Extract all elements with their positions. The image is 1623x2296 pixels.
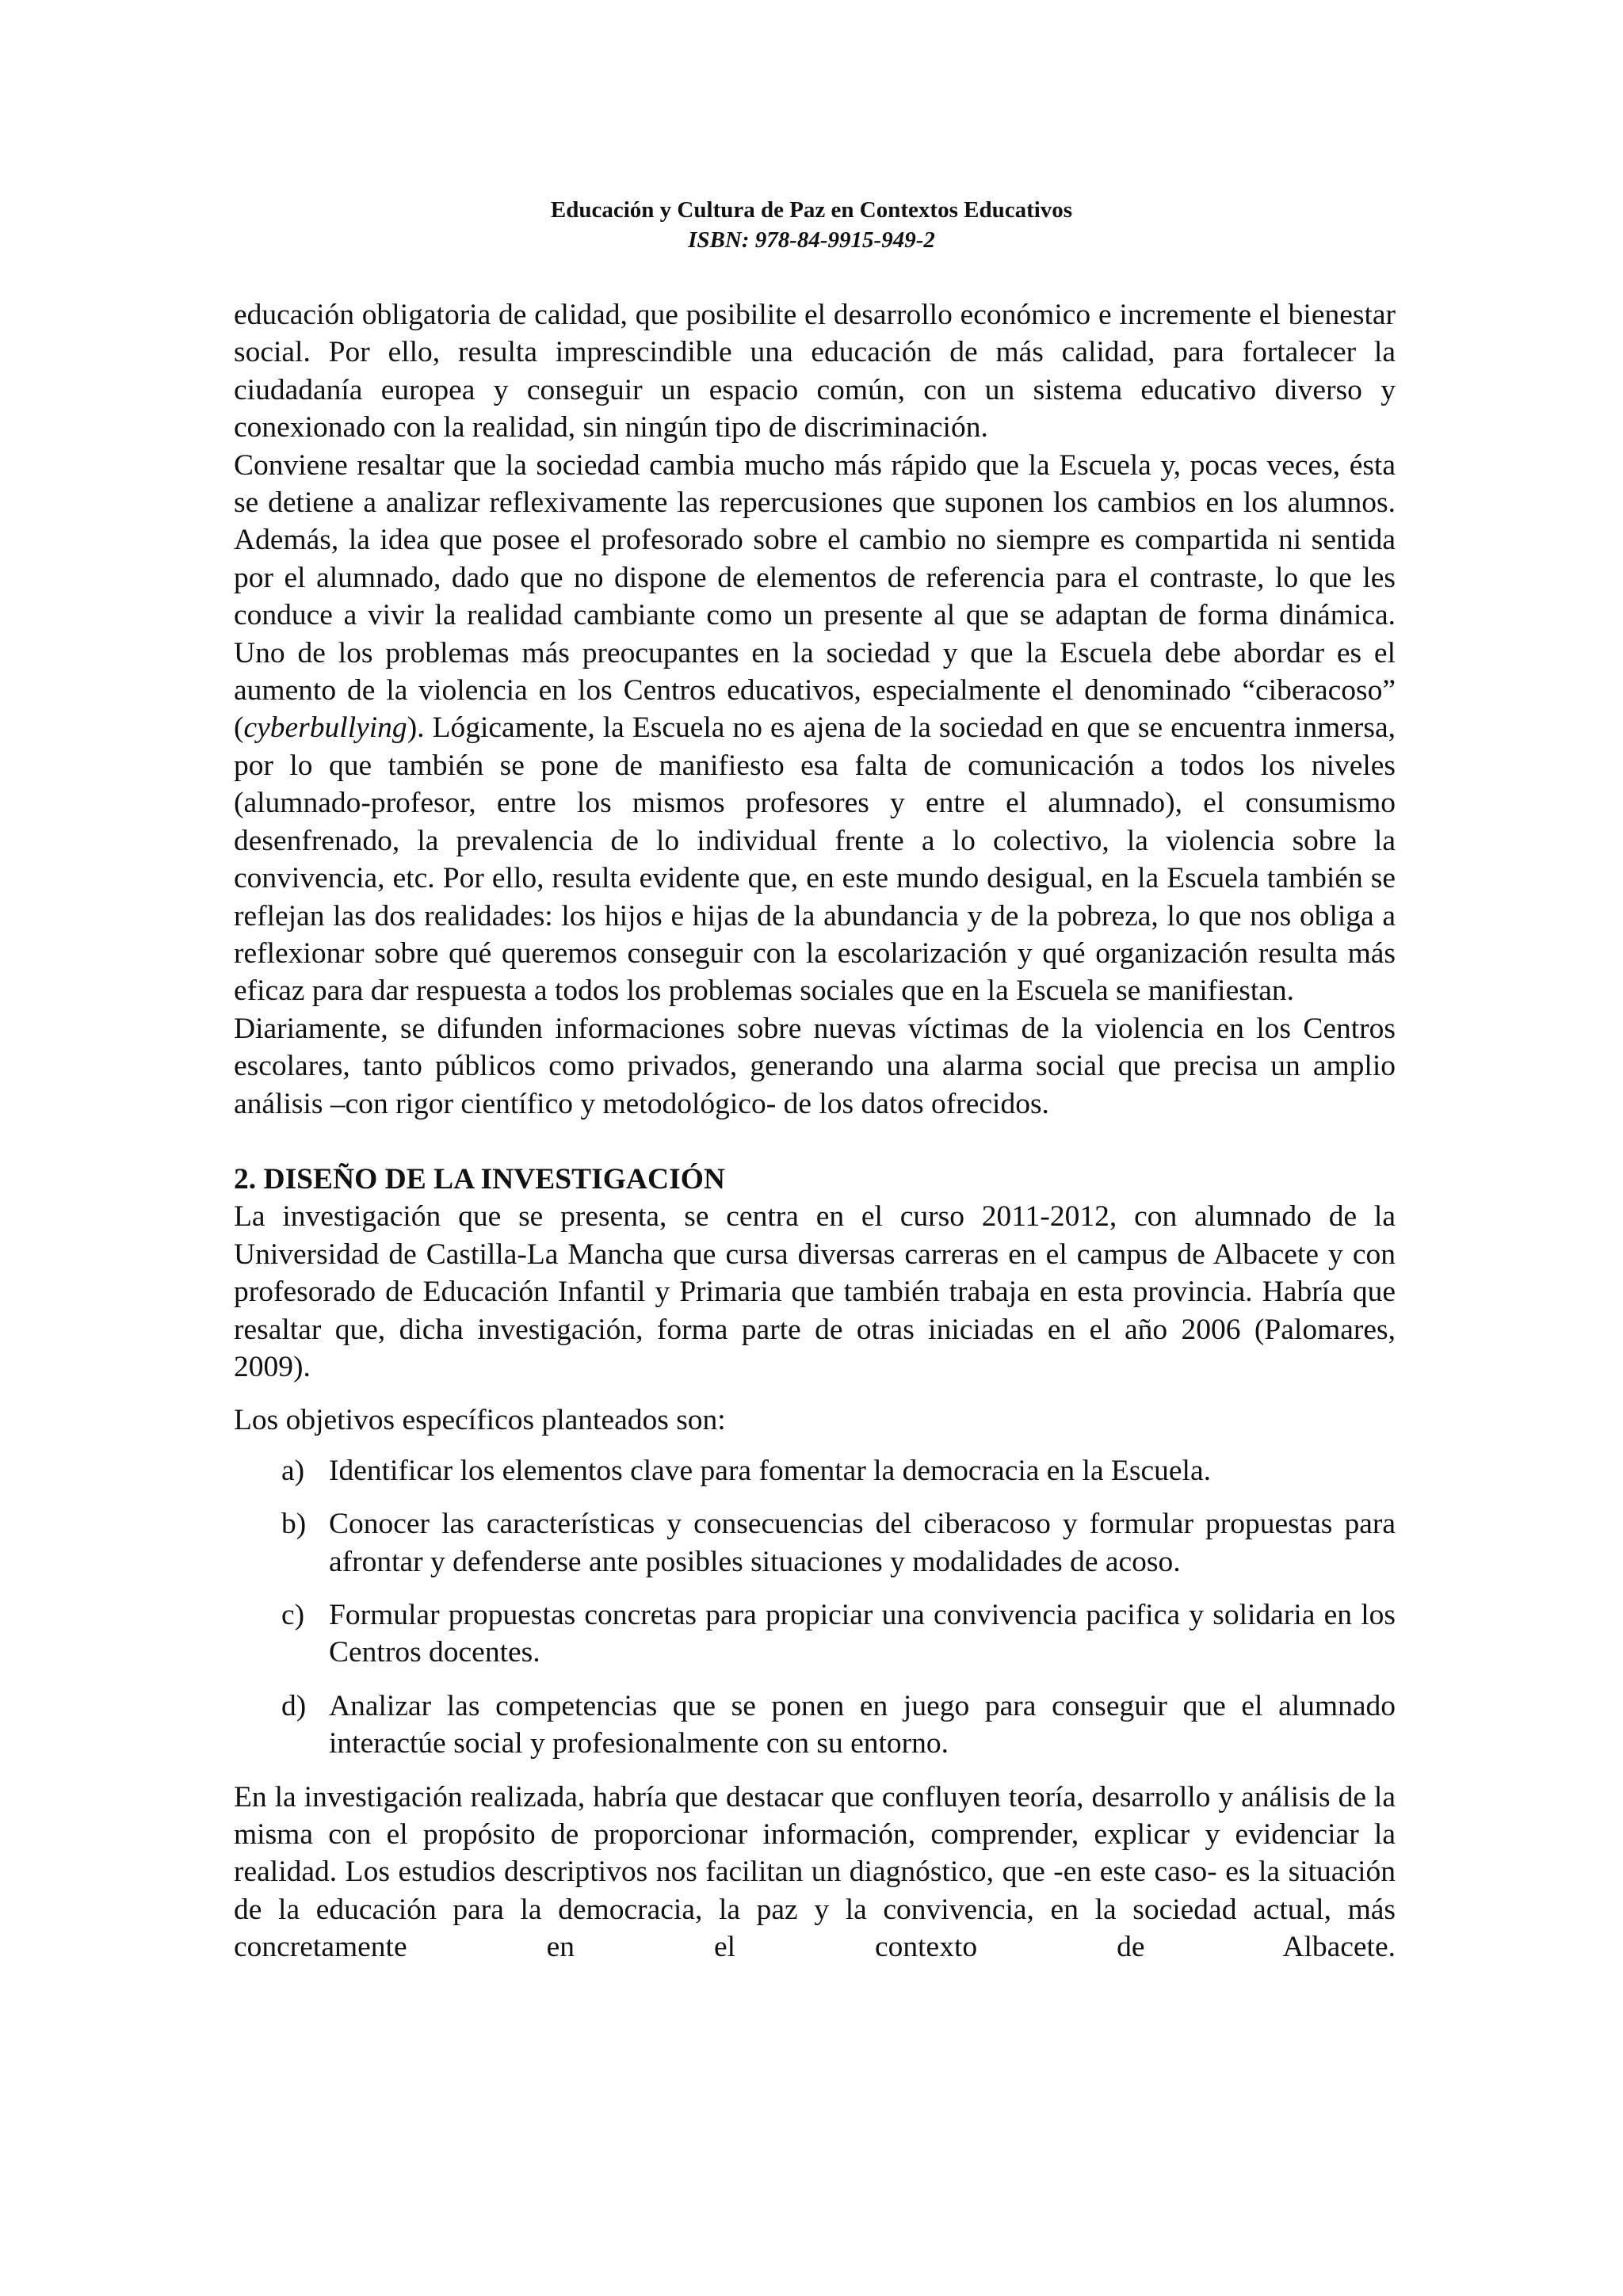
list-item-text: Analizar las competencias que se ponen en juego para conseguir que el alumnado interactúe social y profesionalmente con su entorno. bbox=[329, 1689, 1396, 1760]
section-heading: 2. DISEÑO DE LA INVESTIGACIÓN bbox=[234, 1162, 725, 1196]
paragraph-text: Conviene resaltar que la sociedad cambia mucho más rápido que la Escuela y, pocas veces, ésta se detiene a analizar reflexivamente las repercusiones que suponen los cambios en los alumnos. Además, la idea que posee el profesorado sobre el cambio no siempre es compartida ni sentida por el alumnado, dado que no dispone de elementos de referencia para el contraste, lo que les conduce a vivir la realidad cambiante como un presente al que se adaptan de forma dinámica. Uno de los problemas más preocupantes en la sociedad y que la Escuela debe abordar es el aumento de la violencia en los Centros educativos, especialmente el denominado “ciberacoso” ( bbox=[234, 448, 1396, 745]
paragraph: Los objetivos específicos planteados son: bbox=[234, 1404, 726, 1437]
paragraph: educación obligatoria de calidad, que posibilite el desarrollo económico e incremente el bienestar social. Por ello, resulta imprescindible una educación de más calidad, para fortalecer la ciudadanía europea y conseguir un espacio común, con un sistema educativo diverso y conexionado con la realidad, sin ningún tipo de discriminación. bbox=[234, 299, 1396, 444]
list-item-text: Identificar los elementos clave para fomentar la democracia en la Escuela. bbox=[329, 1454, 1211, 1487]
list-item bbox=[281, 1596, 1396, 1672]
book-title: Educación y Cultura de Paz en Contextos Educativos bbox=[550, 197, 1073, 223]
objectives-list bbox=[234, 1452, 1396, 1763]
body-text bbox=[234, 296, 1396, 1966]
paragraph-text: ). Lógicamente, la Escuela no es ajena de la sociedad en que se encuentra inmersa, por lo que también se pone de manifiesto esa falta de comunicación a todos los niveles (alumnado-profesor, entre los mismos profesores y entre el alumnado), el consumismo desenfrenado, la prevalencia de lo individual frente a lo colectivo, la violencia sobre la convivencia, etc. Por ello, resulta evidente que, en este mundo desigual, en la Escuela también se reflejan las dos realidades: los hijos e hijas de la abundancia y de la pobreza, lo que nos obliga a reflexionar sobre qué queremos conseguir con la escolarización y qué organización resulta más eficaz para dar respuesta a todos los problemas sociales que en la Escuela se manifiestan. bbox=[234, 711, 1396, 1008]
paragraph: En la investigación realizada, habría que destacar que confluyen teoría, desarrollo y análisis de la misma con el propósito de proporcionar información, comprender, explicar y evidenciar la realidad. Los estudios descriptivos nos facilitan un diagnóstico, que -en este caso- es la situación de la educación para la democracia, la paz y la convivencia, en la sociedad actual, más concretamente en el contexto de Albacete. bbox=[234, 1780, 1396, 1964]
list-item bbox=[281, 1505, 1396, 1581]
list-item bbox=[281, 1688, 1396, 1763]
isbn: ISBN: 978-84-9915-949-2 bbox=[688, 227, 935, 253]
paragraph: Diariamente, se difunden informaciones sobre nuevas víctimas de la violencia en los Centros escolares, tanto públicos como privados, generando una alarma social que precisa un amplio análisis –con rigor científico y metodológico- de los datos ofrecidos. bbox=[234, 1012, 1396, 1120]
italic-term: cyberbullying bbox=[243, 711, 407, 745]
running-header bbox=[0, 195, 1623, 255]
paragraph: La investigación que se presenta, se centra en el curso 2011-2012, con alumnado de la Universidad de Castilla-La Mancha que cursa diversas carreras en el campus de Albacete y con profesorado de Educación Infantil y Primaria que también trabaja en esta provincia. Habría que resaltar que, dicha investigación, forma parte de otras iniciadas en el año 2006 (Palomares, 2009). bbox=[234, 1200, 1396, 1383]
list-marker: d) bbox=[281, 1689, 307, 1722]
paragraph bbox=[234, 447, 1396, 1010]
list-marker: a) bbox=[281, 1454, 305, 1487]
list-item-text: Formular propuestas concretas para propiciar una convivencia pacifica y solidaria en los Centros docentes. bbox=[329, 1599, 1396, 1669]
list-marker: c) bbox=[281, 1599, 305, 1631]
list-item bbox=[281, 1452, 1396, 1489]
list-item-text: Conocer las características y consecuencias del ciberacoso y formular propuestas para afrontar y defenderse ante posibles situaciones y modalidades de acoso. bbox=[329, 1508, 1396, 1578]
list-marker: b) bbox=[281, 1508, 307, 1541]
